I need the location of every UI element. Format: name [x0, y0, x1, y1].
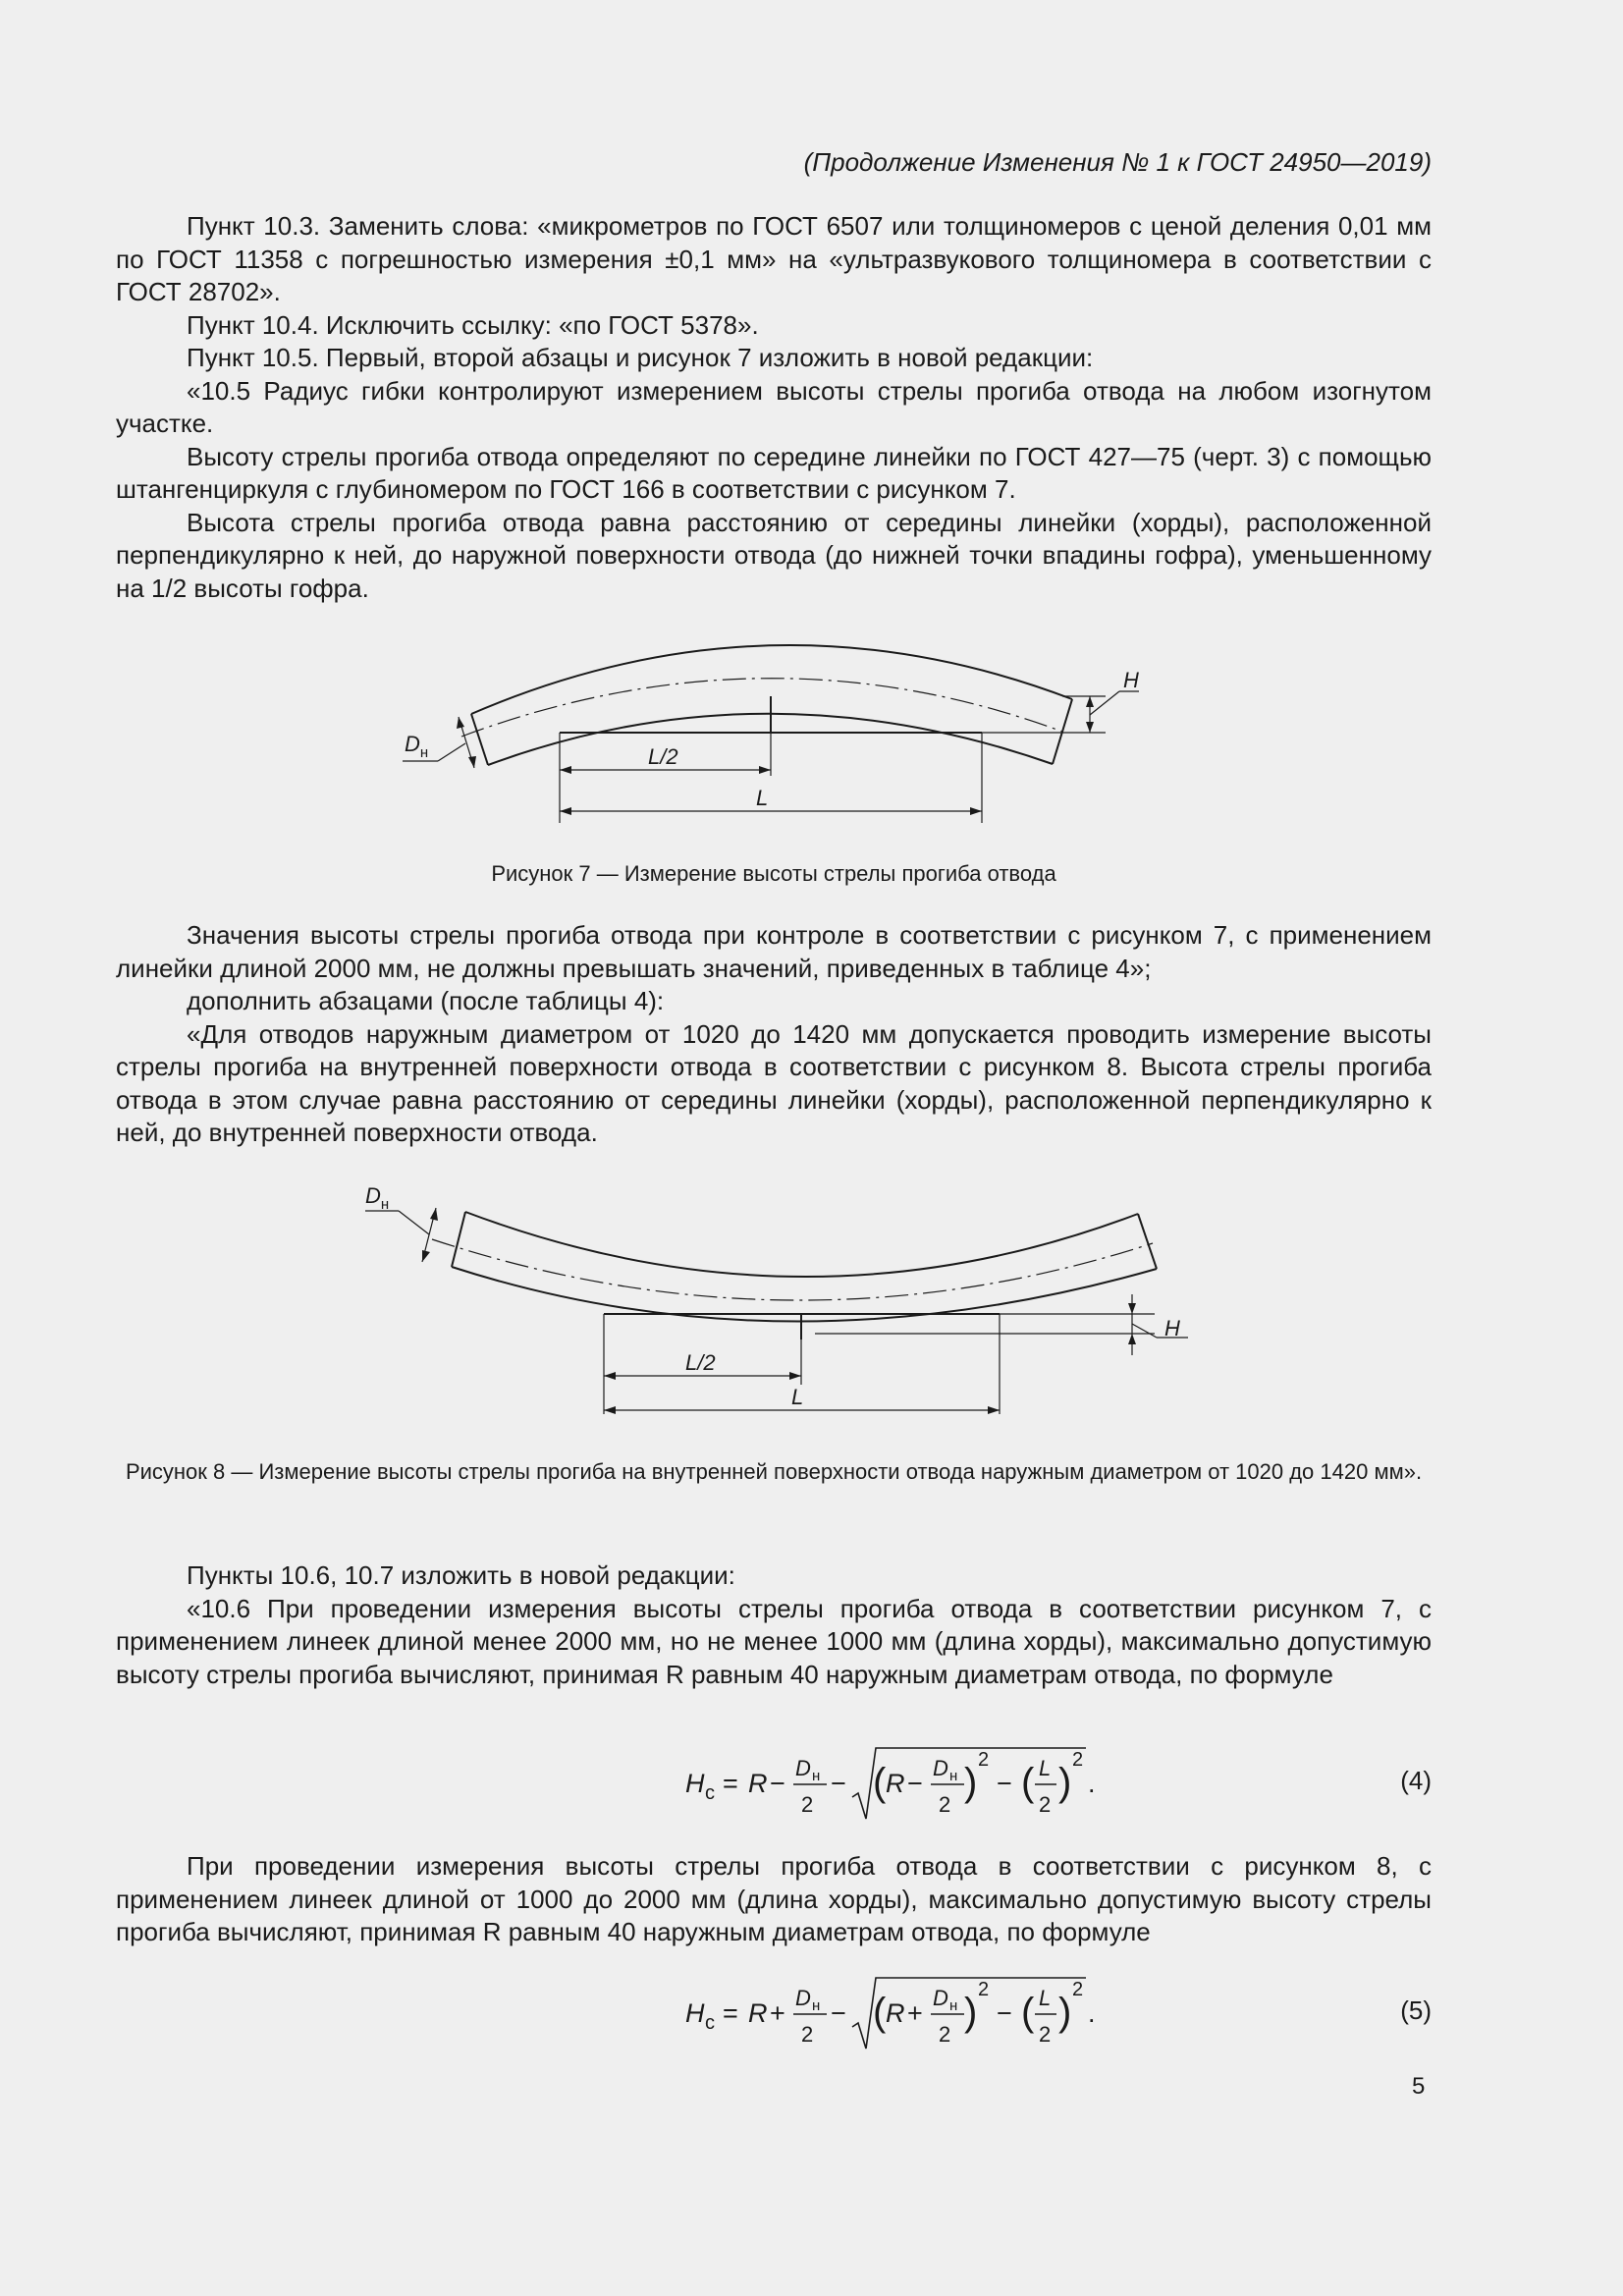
text-block-10-6 [116, 1559, 1432, 1691]
svg-text:−: − [997, 1769, 1012, 1798]
svg-text:−: − [831, 1998, 846, 2028]
pipe-end-left [452, 1212, 465, 1267]
pipe-end-right [1138, 1214, 1157, 1269]
svg-text:н: н [812, 1768, 821, 1784]
svg-text:=: = [723, 1769, 738, 1798]
svg-text:L: L [1039, 1756, 1052, 1780]
paragraph: Пункт 10.3. Заменить слова: «микрометров по ГОСТ 6507 или толщиномеров с ценой деления 0,01 мм по ГОСТ 11358 с погрешностью измерения ±0,1 мм» на «ультразвукового толщиномера в соответствии с ГОСТ 28702». [116, 211, 1432, 306]
paragraph: Пункт 10.5. Первый, второй абзацы и рисунок 7 изложить в новой редакции: [187, 343, 1094, 372]
svg-text:R: R [886, 1769, 905, 1798]
svg-text:н: н [812, 1997, 821, 2014]
svg-text:D: D [795, 1756, 811, 1780]
svg-text:2: 2 [1072, 1749, 1084, 1771]
svg-text:2: 2 [939, 2022, 951, 2047]
svg-text:L: L [1039, 1986, 1052, 2010]
svg-text:H: H [685, 1998, 705, 2028]
svg-text:н: н [949, 1997, 958, 2014]
svg-text:2: 2 [1072, 1979, 1084, 2000]
svg-text:D: D [795, 1986, 811, 2010]
figure-8-caption: Рисунок 8 — Измерение высоты стрелы прогиба на внутренней поверхности отвода наружным диаметром от 1020 до 1420 мм». [125, 1459, 1423, 1484]
d-label: $D_н$ [405, 732, 429, 761]
d-label: $D_н$ [365, 1183, 390, 1213]
svg-text:R: R [748, 1769, 768, 1798]
svg-text:D: D [933, 1986, 948, 2010]
d-leader [399, 1211, 429, 1234]
svg-text:2: 2 [801, 2022, 814, 2047]
svg-text:2: 2 [978, 1979, 990, 2000]
svg-text:): ) [1058, 1991, 1072, 2034]
svg-text:=: = [723, 1998, 738, 2028]
formula-4-expression [568, 1740, 1117, 1829]
svg-text:H: H [685, 1769, 705, 1798]
svg-text:(: ( [1021, 1991, 1035, 2034]
pipe-upper-edge [465, 1212, 1138, 1277]
formula-5 [116, 1970, 1432, 2058]
svg-text:н: н [949, 1768, 958, 1784]
svg-text:с: с [705, 2012, 715, 2034]
formula-5-expression [568, 1970, 1117, 2058]
page-number: 5 [1412, 2073, 1426, 2100]
svg-text:(: ( [873, 1761, 887, 1804]
svg-text:−: − [770, 1769, 785, 1798]
l-label: L [791, 1385, 804, 1409]
paragraph: Пункт 10.4. Исключить ссылку: «по ГОСТ 5378». [187, 309, 759, 340]
paragraph: «10.5 Радиус гибки контролируют измерением высоты стрелы прогиба отвода на любом изогнутом участке. [116, 375, 1432, 438]
svg-text:(: ( [873, 1991, 887, 2034]
paragraph: Высоту стрелы прогиба отвода определяют по середине линейки по ГОСТ 427—75 (черт. 3) с помощью штангенциркуля с глубиномером по ГОСТ 166 в соответствии с рисунком 7. [116, 441, 1432, 504]
svg-text:): ) [1058, 1761, 1072, 1804]
svg-text:−: − [997, 1998, 1012, 2028]
document-header: (Продолжение Изменения № 1 к ГОСТ 24950—2019) [803, 147, 1432, 177]
paragraph: «Для отводов наружным диаметром от 1020 до 1420 мм допускается проводить измерение высоты стрелы прогиба на внутренней поверхности отвода в соответствии с рисунком 8. Высота стрелы прогиба отвода в этом случае равна расстоянию от середины линейки (хорды), расположенной перпендикулярно к ней, до внутренней поверхности отвода. [116, 1018, 1432, 1147]
equation-number: (4) [1400, 1766, 1432, 1795]
svg-text:D: D [933, 1756, 948, 1780]
svg-text:2: 2 [1039, 2022, 1052, 2047]
svg-text:.: . [1088, 1998, 1096, 2028]
half-l-label: L/2 [685, 1350, 716, 1375]
half-l-label: L/2 [648, 744, 678, 769]
paragraph: «10.6 При проведении измерения высоты стрелы прогиба отвода в соответствии рисунком 7, с применением линеек длиной менее 2000 мм, но не менее 1000 мм (длина хорды), максимально допустимую высоту стрелы прогиба вычисляют, принимая R равным 40 наружным диаметрам отвода, по формуле [116, 1593, 1432, 1689]
figure-8-drawing [353, 1174, 1217, 1424]
svg-text:R: R [886, 1998, 905, 2028]
svg-text:+: + [907, 1998, 923, 2028]
text-block-formula-5-intro [116, 1850, 1432, 1949]
svg-text:(: ( [1021, 1761, 1035, 1804]
svg-text:): ) [964, 1761, 978, 1804]
formula-4 [116, 1740, 1432, 1829]
text-block-intro [116, 210, 1432, 605]
paragraph: Значения высоты стрелы прогиба отвода при контроле в соответствии с рисунком 7, с применением линейки длиной 2000 мм, не должны превышать значений, приведенных в таблице 4»; [116, 920, 1432, 983]
svg-text:+: + [770, 1998, 785, 2028]
d-leader [438, 743, 465, 761]
h-label: H [1123, 668, 1139, 692]
svg-text:2: 2 [801, 1792, 814, 1817]
svg-text:2: 2 [1039, 1792, 1052, 1817]
h-leader [1132, 1324, 1157, 1338]
paragraph: Высота стрелы прогиба отвода равна расстоянию от середины линейки (хорды), расположенной перпендикулярно к ней, до наружной поверхности отвода (до нижней точки впадины гофра), уменьшенному на 1/2 высоты гофра. [116, 507, 1432, 603]
svg-text:−: − [831, 1769, 846, 1798]
paragraph: При проведении измерения высоты стрелы прогиба отвода в соответствии с рисунком 8, с применением линеек длиной от 1000 до 2000 мм (длина хорды), максимально допустимую высоту стрелы прогиба вычисляют, принимая R равным 40 наружным диаметрам отвода, по формуле [116, 1851, 1432, 1946]
paragraph: дополнить абзацами (после таблицы 4): [187, 986, 665, 1015]
text-block-after-fig7 [116, 919, 1432, 1150]
svg-text:с: с [705, 1782, 715, 1804]
svg-text:R: R [748, 1998, 768, 2028]
h-leader [1090, 691, 1119, 715]
svg-text:): ) [964, 1991, 978, 2034]
pipe-center-line [461, 679, 1062, 737]
figure-7-caption: Рисунок 7 — Измерение высоты стрелы прогиба отвода [491, 861, 1056, 886]
figure-7-drawing [393, 629, 1139, 835]
svg-text:−: − [907, 1769, 923, 1798]
svg-text:2: 2 [939, 1792, 951, 1817]
equation-number: (5) [1400, 1995, 1432, 2025]
l-label: L [756, 786, 769, 810]
svg-text:2: 2 [978, 1749, 990, 1771]
svg-text:.: . [1088, 1769, 1096, 1798]
paragraph: Пункты 10.6, 10.7 изложить в новой редакции: [187, 1560, 735, 1590]
h-label: H [1164, 1316, 1180, 1340]
